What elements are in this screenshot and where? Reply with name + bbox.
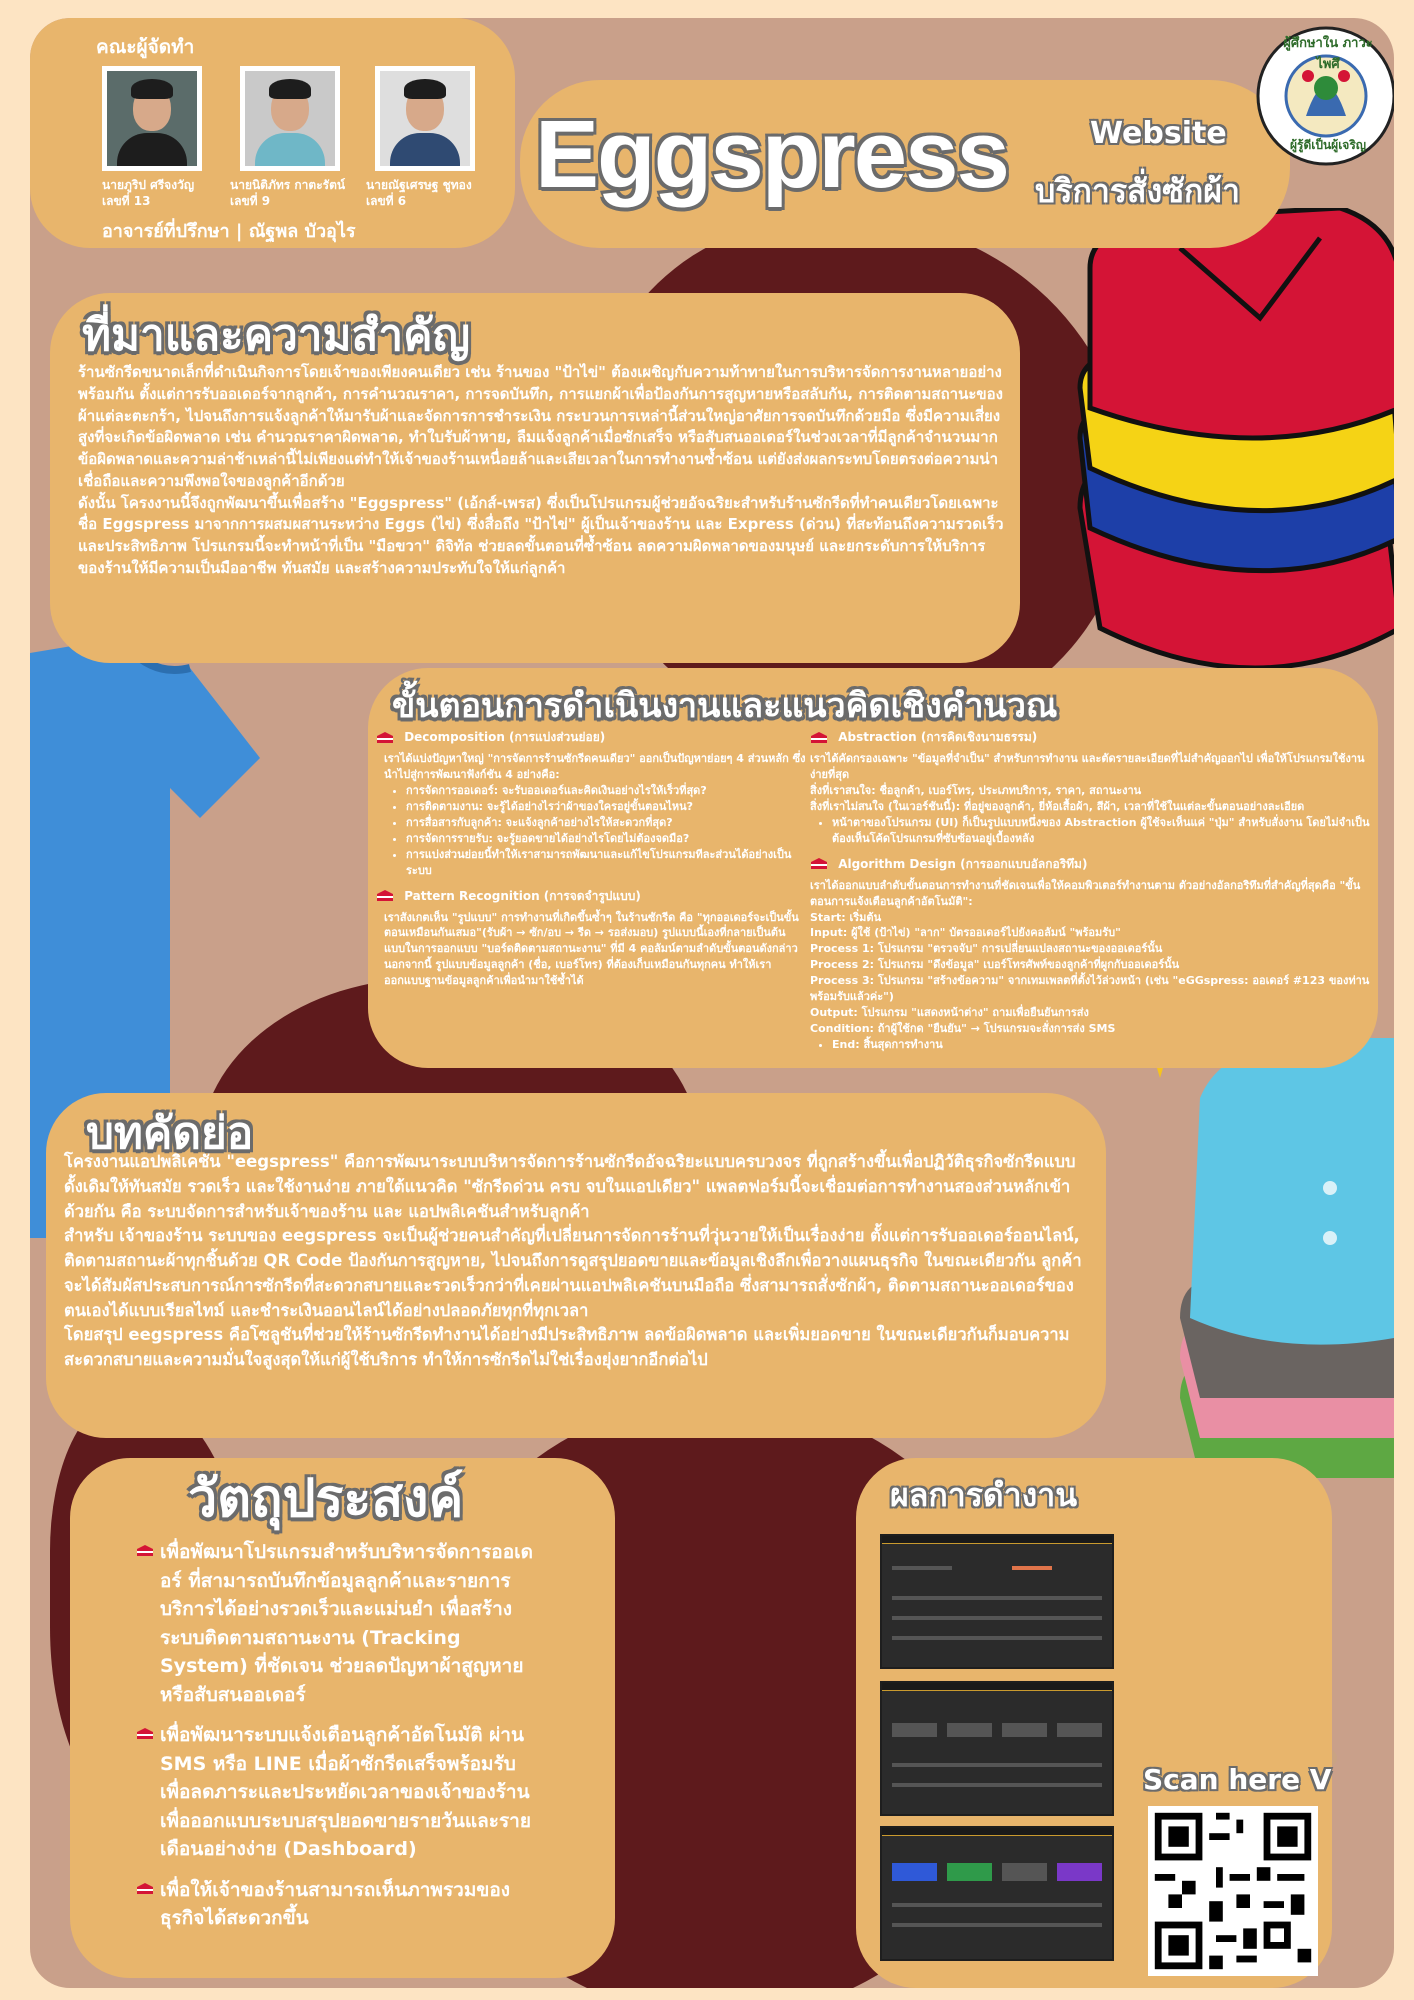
- folded-shirts-illustration: [1180, 1038, 1394, 1478]
- algorithm-step: Process 3: โปรแกรม "สร้างข้อความ" จากเทมเพลตที่ตั้งไว้ล่วงหน้า (เช่น "eGGspress: ออเดอร์ #123 ของท่านพร้อมรับแล้วค่ะ"): [810, 974, 1370, 1004]
- cake-icon: [810, 857, 828, 871]
- algorithm-step: Process 1: โปรแกรม "ตรวจจับ" การเปลี่ยนแปลงสถานะของออเดอร์นั้น: [810, 942, 1163, 956]
- algorithm-body: [810, 878, 1370, 1053]
- result-screenshot: [880, 1534, 1114, 1669]
- background-body: [78, 362, 1008, 580]
- team-label: คณะผู้จัดทำ: [96, 36, 195, 58]
- list-item: • การแบ่งส่วนย่อยนี้ทำให้เราสามารถพัฒนาและแก้ไขโปรแกรมทีละส่วนได้อย่างเป็นระบบ: [406, 847, 806, 879]
- logo-top-text: ผู้ศึกษาใน ภาวะไพศึ: [1283, 36, 1373, 72]
- member-number: เลขที่ 6: [366, 194, 407, 208]
- pattern-text: เราสังเกตเห็น "รูปแบบ" การทำงานที่เกิดขึ้นซ้ำๆ ในร้านซักรีด คือ "ทุกออเดอร์จะเป็นขั้นตอนเหมือนกันเสมอ"(รับผ้า → ซัก/อบ → รีด → รอส่งมอบ) รูปแบบนี้เองที่กลายเป็นต้นแบบในการออกแบบ "บอร์ดติดตามสถานะงาน" ที่มี 4 คอลัมน์ตามลำดับขั้นตอนดังกล่าว: [384, 910, 799, 956]
- results-heading: ผลการดำงาน: [890, 1476, 1078, 1514]
- algorithm-title: [810, 855, 1370, 874]
- abstraction-body: [810, 751, 1370, 847]
- member-photo: [375, 66, 475, 171]
- objective-text: เพื่อพัฒนาระบบแจ้งเตือนลูกค้าอัตโนมัติ ผ่าน SMS หรือ LINE เมื่อผ้าซักรีดเสร็จพร้อมรับ เพื่อลดภาระและประหยัดเวลาของเจ้าของร้าน เพื่อออกแบบระบบสรุปยอดขายรายวันและรายเดือนอย่างง่าย (Dashboard): [160, 1724, 531, 1860]
- cake-icon: [136, 1882, 154, 1896]
- pattern-body: [376, 910, 806, 990]
- poster-frame: [30, 18, 1394, 1988]
- background-paragraph: ดังนั้น โครงงานนี้จึงถูกพัฒนาขึ้นเพื่อสร้าง "Eggspress" (เอ้กส์-เพรส) ซึ่งเป็นโปรแกรมผู้ช่วยอัจฉริยะสำหรับร้านซักรีดที่ทำคนเดียวโดยเฉพาะ ชื่อ Eggspress มาจากการผสมผสานระหว่าง Eggs (ไข่) ซึ่งสื่อถึง "ป้าไข่" ผู้เป็นเจ้าของร้าน และ Express (ด่วน) ที่สะท้อนถึงความรวดเร็วและประสิทธิภาพ โปรแกรมนี้จะทำหน้าที่เป็น "มือขวา" ดิจิทัล ช่วยลดขั้นตอนที่ซ้ำซ้อน ลดความผิดพลาดของมนุษย์ และยกระดับการให้บริการของร้านให้มีความเป็นมืออาชีพ ทันสมัย และสร้างความประทับใจให้แก่ลูกค้า: [78, 493, 1004, 577]
- abstract-paragraph: โครงงานแอปพลิเคชัน "eegspress" คือการพัฒนาระบบบริหารจัดการร้านซักรีดอัจฉริยะแบบครบวงจร ที่ถูกสร้างขึ้นเพื่อปฏิวัติธุรกิจซักรีดแบบดั้งเดิมให้ทันสมัย รวดเร็ว และใช้งานง่าย ภายใต้แนวคิด "ซักรีดด่วน ครบ จบในแอปเดียว" แพลตฟอร์มนี้จะเชื่อมต่อการทำงานสองส่วนหลักเข้าด้วยกัน คือ ระบบจัดการสำหรับเจ้าของร้าน และ แอปพลิเคชันสำหรับลูกค้า: [64, 1152, 1076, 1221]
- member-photo: [240, 66, 340, 171]
- list-item: • การสื่อสารกับลูกค้า: จะแจ้งลูกค้าอย่างไรให้สะดวกที่สุด?: [406, 815, 806, 831]
- member-name: นายณัฐเศรษฐ ชูทอง: [366, 178, 472, 192]
- advisor-text: อาจารย์ที่ปรึกษา | ณัฐพล บัวอุไร: [102, 221, 356, 242]
- list-item: • การจัดการออเดอร์: จะรับออเดอร์และคิดเงินอย่างไรให้เร็วที่สุด?: [406, 783, 806, 799]
- algorithm-step: Condition: ถ้าผู้ใช้กด "ยืนยัน" → โปรแกรมจะสั่งการส่ง SMS: [810, 1022, 1116, 1036]
- objectives-heading: วัตถุประสงค์: [188, 1469, 464, 1529]
- app-subtitle: บริการสั่งซักผ้า: [1035, 172, 1240, 210]
- algorithm-step: Input: ผู้ใช้ (ป้าไข่) "ลาก" บัตรออเดอร์ไปยังคอลัมน์ "พร้อมรับ": [810, 926, 1121, 940]
- algorithm-title-text: Algorithm Design (การออกแบบอัลกอริทึม): [838, 856, 1088, 871]
- member-number: เลขที่ 9: [230, 194, 271, 208]
- abstract-body: [64, 1150, 1094, 1373]
- background-paragraph: ข้อผิดพลาดและความล่าช้าเหล่านี้ไม่เพียงแต่ทำให้เจ้าของร้านเหนื่อยล้าและเสียเวลาในการทำงานซ้ำซ้อน แต่ยังส่งผลกระทบโดยตรงต่อความน่าเชื่อถือและความพึงพอใจของลูกค้าอีกด้วย: [78, 450, 999, 490]
- abstraction-title: [810, 728, 1370, 747]
- abstraction-list: [832, 815, 1370, 847]
- decomposition-title: [376, 728, 806, 747]
- app-title: Eggspress: [535, 101, 1008, 208]
- objective-item: [136, 1721, 546, 1864]
- abstraction-text: สิ่งที่เราไม่สนใจ (ในเวอร์ชันนี้): ที่อยู่ของลูกค้า, ยี่ห้อเสื้อผ้า, สีผ้า, เวลาที่ใช้ในแต่ละขั้นตอนอย่างละเอียด: [810, 799, 1305, 813]
- list-item: • การจัดการรายรับ: จะรู้ยอดขายได้อย่างไรโดยไม่ต้องจดมือ?: [406, 831, 806, 847]
- folded-clothes-illustration: [1060, 208, 1394, 708]
- qr-code[interactable]: [1148, 1806, 1318, 1976]
- website-label: Website: [1090, 116, 1227, 151]
- abstraction-title-text: Abstraction (การคิดเชิงนามธรรม): [838, 730, 1038, 744]
- objectives-list: [136, 1538, 546, 1933]
- cake-icon: [810, 731, 828, 745]
- abstraction-text: เราได้คัดกรองเฉพาะ "ข้อมูลที่จำเป็น" สำหรับการทำงาน และตัดรายละเอียดที่ไม่สำคัญออกไป เพื่อให้โปรแกรมใช้งานง่ายที่สุด: [810, 752, 1365, 781]
- decomposition-intro: เราได้แบ่งปัญหาใหญ่ "การจัดการร้านซักรีดคนเดียว" ออกเป็นปัญหาย่อยๆ 4 ส่วนหลัก ซึ่งนำไปสู่การพัฒนาฟังก์ชัน 4 อย่างคือ:: [384, 752, 806, 781]
- pattern-title: [376, 887, 806, 906]
- objective-item: [136, 1876, 546, 1933]
- cake-icon: [376, 889, 394, 903]
- result-screenshot: [880, 1681, 1114, 1816]
- member-number: เลขที่ 13: [102, 194, 151, 208]
- result-screenshot: [880, 1826, 1114, 1961]
- algorithm-step: Process 2: โปรแกรม "ดึงข้อมูล" เบอร์โทรศัพท์ของลูกค้าที่ผูกกับออเดอร์นั้น: [810, 958, 1180, 972]
- algorithm-step: Output: โปรแกรม "แสดงหน้าต่าง" ถามเพื่อยืนยันการส่ง: [810, 1006, 1089, 1020]
- process-heading: ขั้นตอนการดำเนินงานและแนวคิดเชิงคำนวณ: [392, 686, 1058, 726]
- cake-icon: [136, 1727, 154, 1741]
- pattern-title-text: Pattern Recognition (การจดจำรูปแบบ): [404, 888, 641, 903]
- abstract-heading: บทคัดย่อ: [86, 1108, 254, 1159]
- process-left-column: [376, 724, 806, 989]
- abstract-paragraph: สำหรับ เจ้าของร้าน ระบบของ eegspress จะเป็นผู้ช่วยคนสำคัญที่เปลี่ยนการจัดการร้านที่วุ่นวายให้เป็นเรื่องง่าย ตั้งแต่การรับออเดอร์ออนไลน์, ติดตามสถานะผ้าทุกชิ้นด้วย QR Code ป้องกันการสูญหาย, ไปจนถึงการดูสรุปยอดขายและข้อมูลเชิงลึกเพื่อวางแผนธุรกิจ ในขณะเดียวกัน ลูกค้า จะได้สัมผัสประสบการณ์การซักรีดที่สะดวกสบายและรวดเร็วกว่าที่เคยผ่านแอปพลิเคชันบนมือถือ ซึ่งสามารถสั่งซักผ้า, ติดตามสถานะออเดอร์ของตนเองได้แบบเรียลไทม์ และชำระเงินออนไลน์ได้อย่างปลอดภัยทุกที่ทุกเวลา: [64, 1226, 1082, 1320]
- algorithm-intro: เราได้ออกแบบลำดับขั้นตอนการทำงานที่ชัดเจนเพื่อให้คอมพิวเตอร์ทำงานตาม ตัวอย่างอัลกอริทึมที่สำคัญที่สุดคือ "ขั้นตอนการแจ้งเตือนลูกค้าอัตโนมัติ":: [810, 878, 1361, 908]
- list-item: • การติดตามงาน: จะรู้ได้อย่างไรว่าผ้าของใครอยู่ขั้นตอนไหน?: [406, 799, 806, 815]
- pattern-text: นอกจากนี้ รูปแบบข้อมูลลูกค้า (ชื่อ, เบอร์โทร) ที่ต้องเก็บเหมือนกันทุกคน ทำให้เราออกแบบฐานข้อมูลลูกค้าเพื่อนำมาใช้ซ้ำได้: [384, 958, 772, 988]
- abstraction-text: สิ่งที่เราสนใจ: ชื่อลูกค้า, เบอร์โทร, ประเภทบริการ, ราคา, สถานะงาน: [810, 783, 1142, 797]
- logo-bottom-text: ผู้รู้ดีเป็นผู้เจริญ: [1289, 138, 1367, 152]
- member-name: นายภูริป ศรีจงวัญ: [102, 178, 195, 192]
- background-paragraph: ร้านซักรีดขนาดเล็กที่ดำเนินกิจการโดยเจ้าของเพียงคนเดียว เช่น ร้านของ "ป้าไข่" ต้องเผชิญกับความท้าทายในการบริหารจัดการงานหลายอย่างพร้อมกัน ตั้งแต่การรับออเดอร์จากลูกค้า, การคำนวณราคา, การจดบันทึก, การแยกผ้าเพื่อป้องกันการสูญหายหรือสลับกัน, การติดตามสถานะของผ้าแต่ละตะกร้า, ไปจนถึงการแจ้งลูกค้าให้มารับผ้าและจัดการการชำระเงิน กระบวนการเหล่านี้ส่วนใหญ่อาศัยการจดบันทึกด้วยมือ ซึ่งมีความเสี่ยงสูงที่จะเกิดข้อผิดพลาด เช่น คำนวณราคาผิดพลาด, ทำใบรับผ้าหาย, ลืมแจ้งลูกค้าเมื่อซักเสร็จ หรือสับสนออเดอร์ในช่วงเวลาที่มีลูกค้าจำนวนมาก: [78, 363, 1003, 447]
- abstract-paragraph: โดยสรุป eegspress คือโซลูชันที่ช่วยให้ร้านซักรีดทำงานได้อย่างมีประสิทธิภาพ ลดข้อผิดพลาด และเพิ่มยอดขาย ในขณะเดียวกันก็มอบความสะดวกสบายและความมั่นใจสูงสุดให้แก่ผู้ใช้บริการ ทำให้การซักรีดไม่ใช่เรื่องยุ่งยากอีกต่อไป: [64, 1325, 1070, 1369]
- member-photo: [102, 66, 202, 171]
- decomposition-body: [376, 751, 806, 879]
- objective-text: เพื่อให้เจ้าของร้านสามารถเห็นภาพรวมของธุรกิจได้สะดวกขึ้น: [160, 1878, 511, 1929]
- objective-item: [136, 1538, 546, 1709]
- algorithm-step: Start: เริ่มต้น: [810, 910, 882, 924]
- scan-label: Scan here V: [1143, 1763, 1332, 1796]
- cake-icon: [376, 731, 394, 745]
- background-heading: ที่มาและความสำคัญ: [82, 310, 471, 361]
- objective-text: เพื่อพัฒนาโปรแกรมสำหรับบริหารจัดการออเดอร์ ที่สามารถบันทึกข้อมูลลูกค้าและรายการบริการได้อย่างรวดเร็วและแม่นยำ เพื่อสร้างระบบติดตามสถานะงาน (Tracking System) ที่ชัดเจน ช่วยลดปัญหาผ้าสูญหายหรือสับสนออเดอร์: [160, 1541, 533, 1706]
- list-item: • End: สิ้นสุดการทำงาน: [832, 1037, 1370, 1053]
- list-item: • หน้าตาของโปรแกรม (UI) ก็เป็นรูปแบบหนึ่งของ Abstraction ผู้ใช้จะเห็นแค่ "ปุ่ม" สำหรับสั่งงาน โดยไม่จำเป็นต้องเห็นโค้ดโปรแกรมที่ซับซ้อนอยู่เบื้องหลัง: [832, 815, 1370, 847]
- decomposition-title-text: Decomposition (การแบ่งส่วนย่อย): [404, 730, 606, 744]
- decomposition-list: [406, 783, 806, 879]
- member-name: นายนิติภัทร กาตะรัตน์: [230, 178, 346, 192]
- cake-icon: [136, 1544, 154, 1558]
- algorithm-list: [832, 1037, 1370, 1053]
- process-right-column: [810, 724, 1370, 1053]
